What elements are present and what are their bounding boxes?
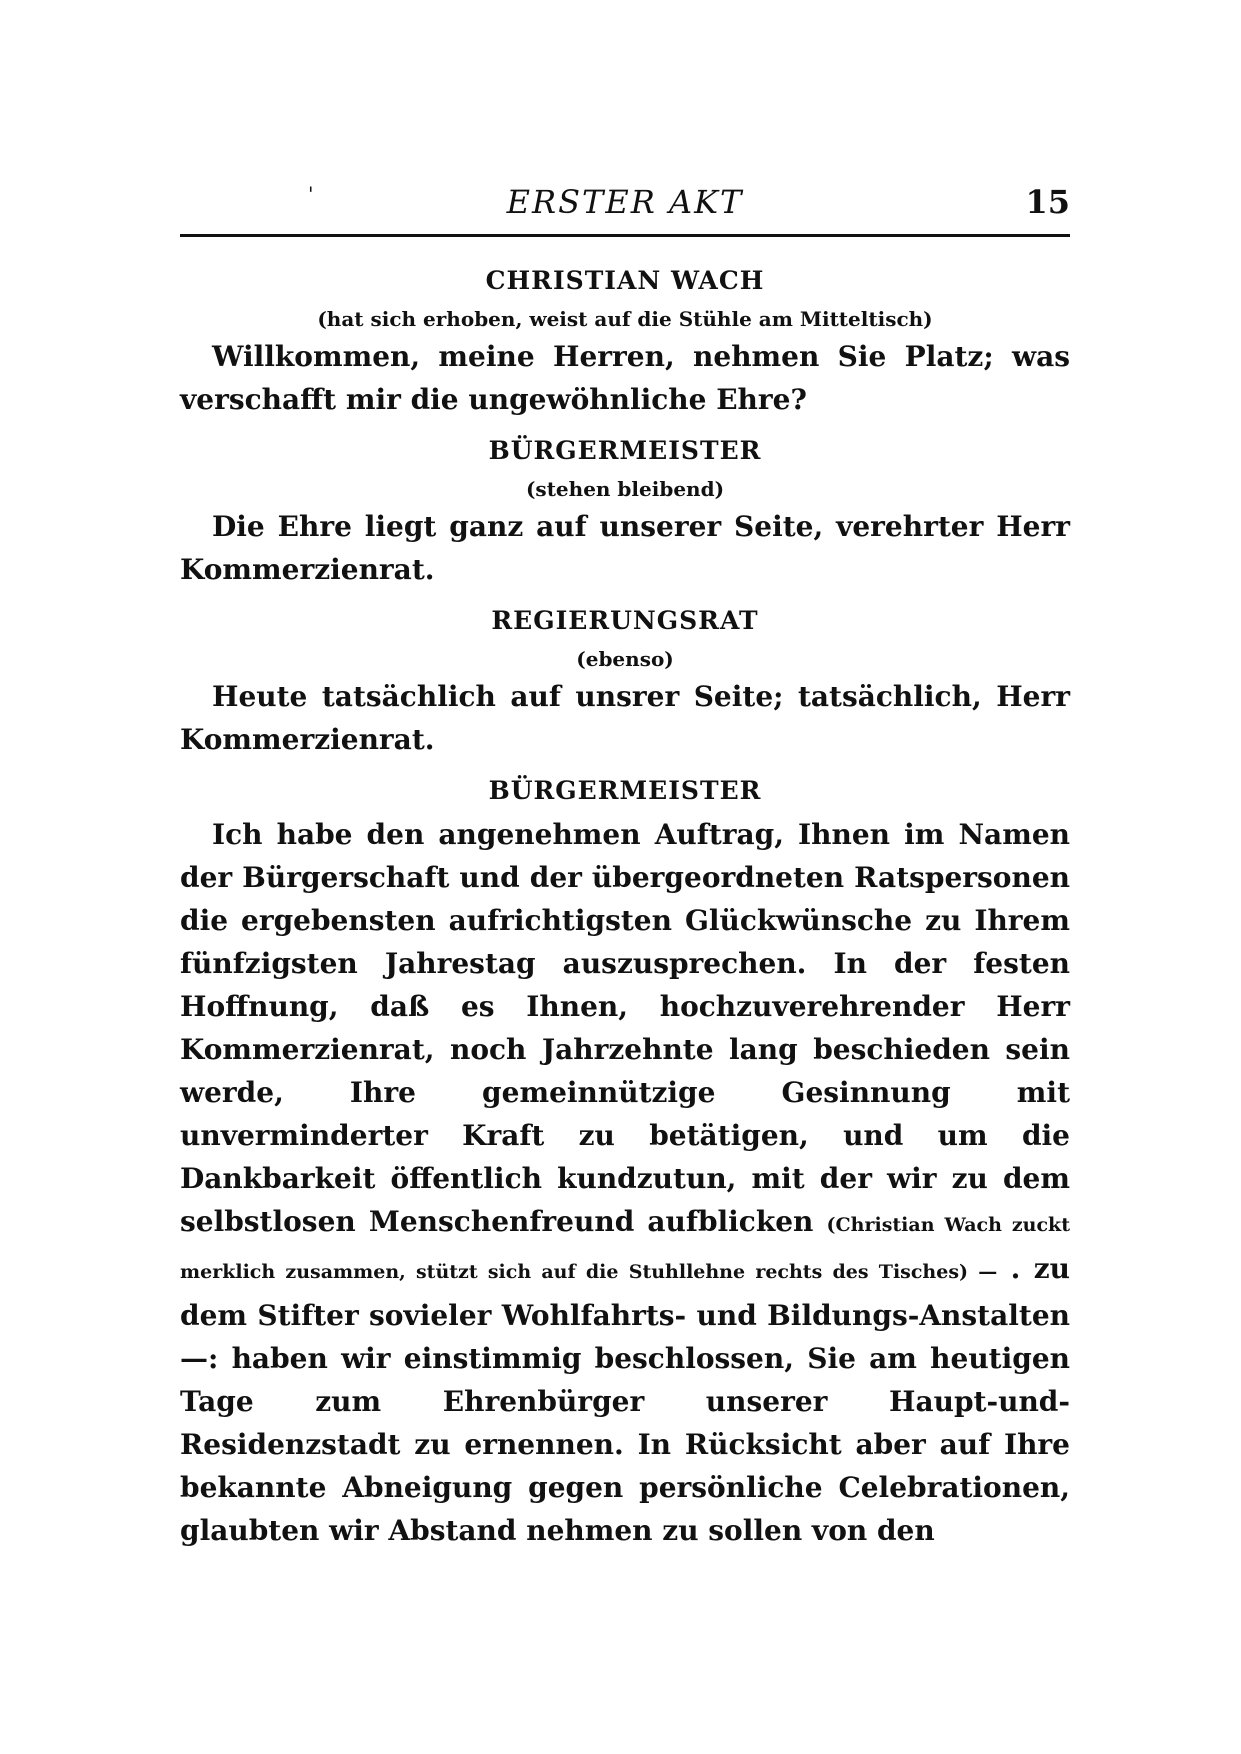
speech-text-part-1: Ich habe den angenehmen Auftrag, Ihnen im Namen der Bürgerschaft und der übergeordneten Ratspersonen die ergebensten aufrichtigsten Glückwünsche zu Ihrem fünfzigsten Jahrestag auszusprechen. In der festen Hoffnung, daß es Ihnen, hochzuverehrender Herr Kommerzienrat, noch Jahrzehnte lang beschieden sein werde, Ihre gemeinnützige Gesinnung mit unverminderter Kraft zu betätigen, und um die Dankbarkeit öffentlich kundzutun, mit der wir zu dem selbstlosen Menschenfreund aufblicken bbox=[180, 818, 1070, 1238]
speech-text bbox=[180, 813, 1070, 1552]
speaker-name: CHRISTIAN WACH bbox=[485, 266, 765, 295]
stage-direction: (ebenso) bbox=[576, 647, 674, 671]
speaker-name: REGIERUNGSRAT bbox=[491, 606, 759, 635]
running-title: ERSTER AKT bbox=[506, 183, 744, 221]
dialogue-block bbox=[180, 769, 1070, 1552]
dialogue-block bbox=[180, 259, 1070, 421]
stage-direction: (stehen bleibend) bbox=[525, 477, 725, 501]
inline-stage-direction: (Christian Wach zuckt merklich zusammen, stützt sich auf die Stuhllehne rechts des Tisches) — bbox=[180, 1214, 1070, 1283]
speaker-name: BÜRGERMEISTER bbox=[488, 776, 762, 805]
speaker-name: BÜRGERMEISTER bbox=[488, 436, 762, 465]
stage-direction: (hat sich erhoben, weist auf die Stühle am Mitteltisch) bbox=[317, 307, 933, 331]
speech-text-part-2: . zu dem Stifter sovieler Wohlfahrts- und Bildungs-Anstalten —: haben wir einstimmig beschlossen, Sie am heutigen Tage zum Ehrenbürger unserer Haupt-und-Residenzstadt zu ernennen. In Rücksicht aber auf Ihre bekannte Abneigung gegen persönliche Celebrationen, glaubten wir Abstand nehmen zu sollen von den bbox=[180, 1252, 1070, 1547]
book-page bbox=[180, 180, 1070, 1552]
speech-text: Heute tatsächlich auf unsrer Seite; tatsächlich, Herr Kommerzienrat. bbox=[180, 680, 1070, 756]
page-number: 15 bbox=[1025, 183, 1070, 221]
stray-mark: ' bbox=[308, 182, 314, 206]
dialogue-block bbox=[180, 429, 1070, 591]
running-head bbox=[180, 180, 1070, 228]
dialogue-block bbox=[180, 599, 1070, 761]
speech-text: Die Ehre liegt ganz auf unserer Seite, verehrter Herr Kommerzienrat. bbox=[180, 510, 1070, 586]
speech-text: Willkommen, meine Herren, nehmen Sie Platz; was verschafft mir die ungewöhnliche Ehre? bbox=[180, 340, 1070, 416]
header-rule bbox=[180, 234, 1070, 237]
